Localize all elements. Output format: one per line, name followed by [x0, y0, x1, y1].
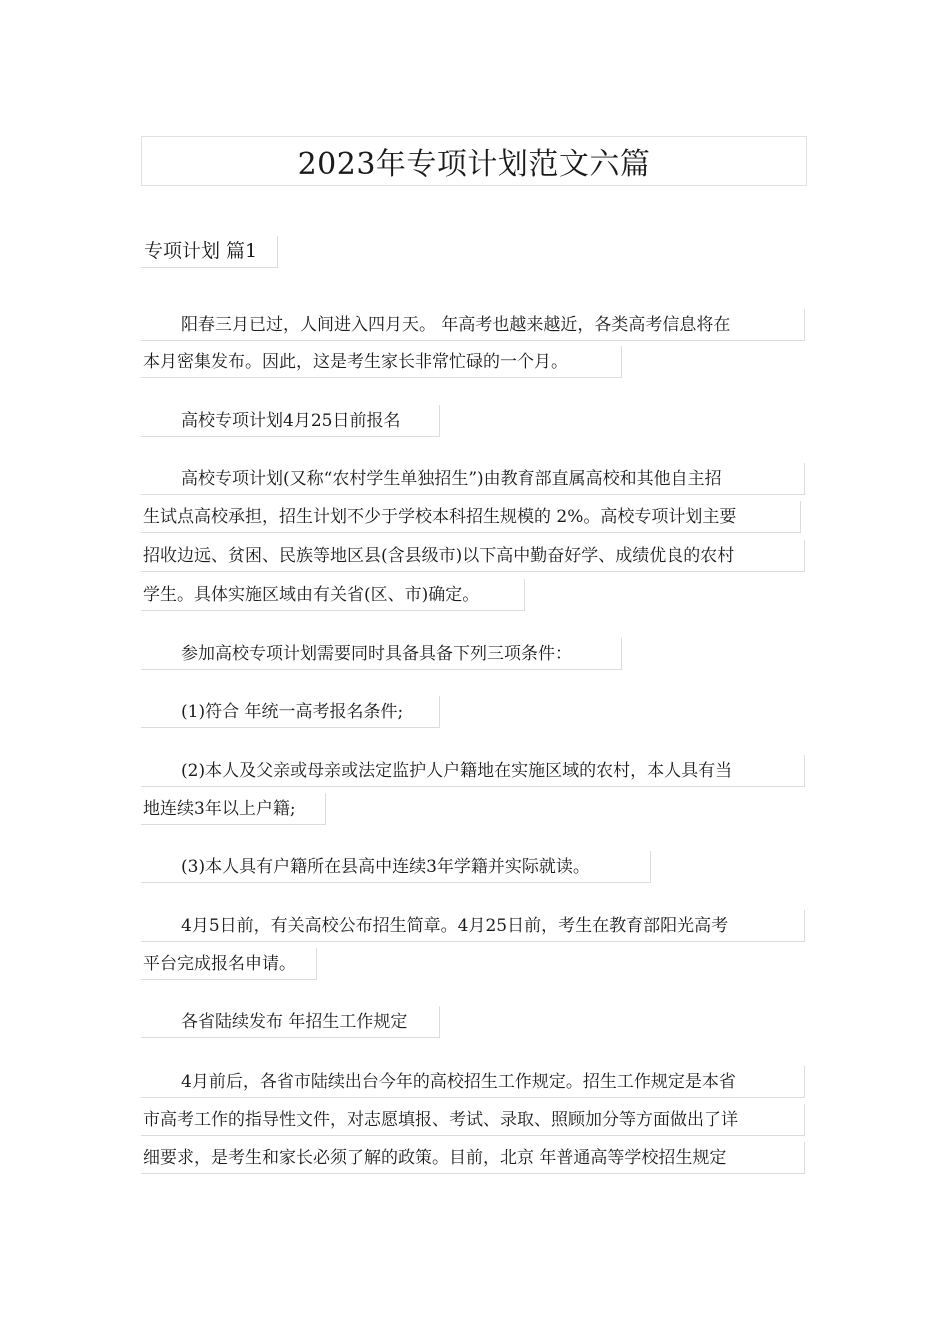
paragraph-line: 细要求，是考生和家长必须了解的政策。目前，北京 年普通高等学校招生规定	[141, 1142, 805, 1174]
list-item-line: (1)符合 年统一高考报名条件;	[141, 696, 440, 728]
paragraph-line: 高校专项计划(又称“农村学生单独招生”)由教育部直属高校和其他自主招	[141, 463, 805, 495]
paragraph-line: 阳春三月已过，人间进入四月天。 年高考也越来越近，各类高考信息将在	[141, 309, 805, 341]
paragraph-line: 学生。具体实施区域由有关省(区、市)确定。	[141, 579, 525, 611]
paragraph-line: 生试点高校承担，招生计划不少于学校本科招生规模的 2%。高校专项计划主要	[141, 501, 801, 533]
list-item-line: 地连续3年以上户籍;	[141, 793, 326, 825]
document-title-box	[141, 136, 807, 186]
section-heading: 专项计划 篇1	[141, 236, 278, 268]
paragraph-line: 本月密集发布。因此，这是考生家长非常忙碌的一个月。	[141, 346, 622, 378]
paragraph-line: 平台完成报名申请。	[141, 948, 317, 980]
paragraph-line: 招收边远、贫困、民族等地区县(含县级市)以下高中勤奋好学、成绩优良的农村	[141, 540, 805, 572]
subheading-line: 各省陆续发布 年招生工作规定	[141, 1006, 440, 1038]
paragraph-line: 4月5日前，有关高校公布招生简章。4月25日前，考生在教育部阳光高考	[141, 910, 805, 942]
list-item-line: (2)本人及父亲或母亲或法定监护人户籍地在实施区域的农村，本人具有当	[141, 755, 805, 787]
list-item-line: (3)本人具有户籍所在县高中连续3年学籍并实际就读。	[141, 851, 651, 883]
subheading-line: 高校专项计划4月25日前报名	[141, 405, 440, 437]
paragraph-line: 4月前后，各省市陆续出台今年的高校招生工作规定。招生工作规定是本省	[141, 1066, 805, 1098]
document-title: 2023年专项计划范文六篇	[297, 147, 651, 182]
paragraph-line: 市高考工作的指导性文件，对志愿填报、考试、录取、照顾加分等方面做出了详	[141, 1104, 805, 1136]
paragraph-line: 参加高校专项计划需要同时具备具备下列三项条件：	[141, 638, 622, 670]
